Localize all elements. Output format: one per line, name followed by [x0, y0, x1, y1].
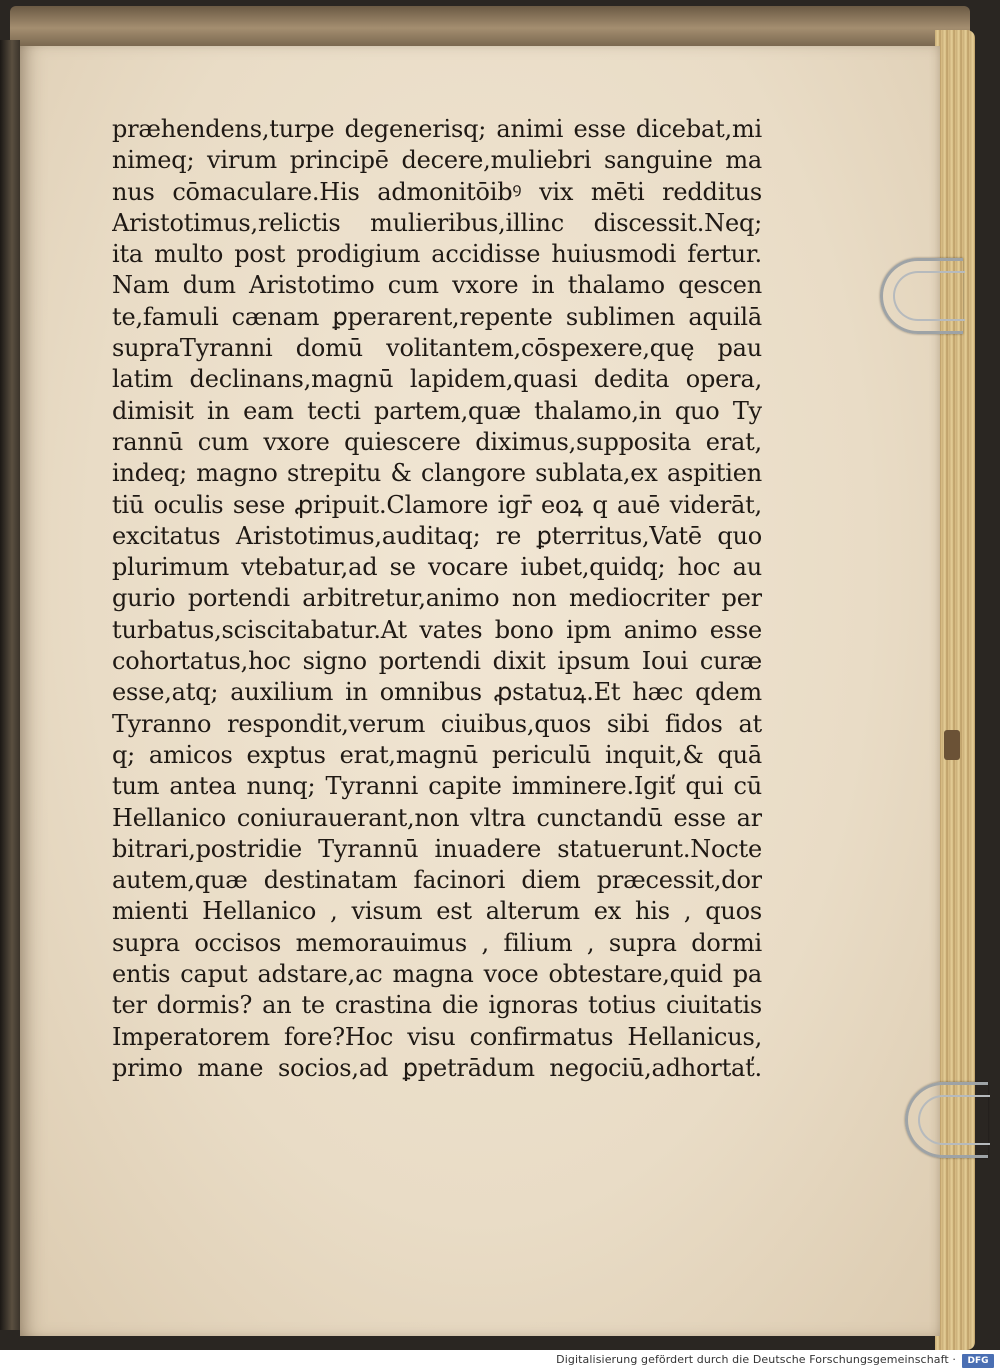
book-top-edge [10, 6, 970, 46]
text-line: entis caput adstare,ac magna voce obtestare,quid pa [112, 960, 762, 989]
text-line: excitatus Aristotimus,auditaq; re ꝑterritus,Vatē quo [112, 521, 762, 550]
page-text [112, 114, 762, 1084]
bookmark-tab [944, 730, 960, 760]
text-line: cohortatus,hoc signo portendi dixit ipsum Ioui curæ [112, 647, 762, 676]
text-line: nimeq; virum principē decere,muliebri sanguine ma [112, 146, 762, 175]
text-line: Aristotimus,relictis mulieribus,illinc discessit.Neq; [112, 208, 762, 237]
text-line: primo mane socios,ad ꝑpetrādum negociū,adhortať. [112, 1053, 762, 1082]
text-line: gurio portendi arbitretur,animo non mediocriter per [112, 584, 762, 613]
previous-page-edge [0, 40, 20, 1330]
text-line: mienti Hellanico , visum est alterum ex his , quos [112, 897, 762, 926]
dfg-logo-icon: DFG [962, 1354, 994, 1368]
text-line: Hellanico coniurauerant,non vltra cunctandū esse ar [112, 803, 762, 832]
paper-clip-icon [905, 1082, 988, 1158]
text-line: latim declinans,magnū lapidem,quasi dedita opera, [112, 365, 762, 394]
text-line: Tyranno respondit,verum ciuibus,quos sibi fidos at [112, 709, 762, 738]
text-line: q; amicos exptus erat,magnū periculū inquit,& quā [112, 740, 762, 769]
text-line: dimisit in eam tecti partem,quæ thalamo,in quo Ty [112, 396, 762, 425]
text-line: tiū oculis sese ꝓripuit.Clamore igr̄ eoꝝ q auē viderāt, [112, 490, 762, 519]
text-line: rannū cum vxore quiescere diximus,supposita erat, [112, 427, 762, 456]
text-line: bitrari,postridie Tyrannū inuadere statuerunt.Nocte [112, 834, 762, 863]
text-line: supraTyranni domū volitantem,cōspexere,quę pau [112, 334, 762, 363]
footer-bar [0, 1350, 1000, 1372]
text-line: præhendens,turpe degenerisq; animi esse dicebat,mi [112, 115, 762, 143]
text-line: tum antea nunq; Tyranni capite imminere.Igiť qui cū [112, 772, 762, 801]
text-line: supra occisos memorauimus , filium , supra dormi [112, 928, 762, 957]
text-line: indeq; magno strepitu & clangore sublata,ex aspitien [112, 459, 762, 488]
text-line: te,famuli cænam ꝑperarent,repente sublimen aquilā [112, 302, 762, 331]
paper-clip-icon [880, 258, 963, 334]
text-line: plurimum vtebatur,ad se vocare iubet,quidq; hoc au [112, 553, 762, 582]
text-line: autem,quæ destinatam facinori diem præcessit,dor [112, 866, 762, 895]
book-page [20, 46, 940, 1336]
text-line: ita multo post prodigium accidisse huiusmodi fertur. [112, 240, 762, 269]
text-line: nus cōmaculare.His admonitōibꝰ vix mēti redditus [112, 177, 762, 206]
text-line: Nam dum Aristotimo cum vxore in thalamo qescen [112, 271, 762, 300]
funding-credit: Digitalisierung gefördert durch die Deutsche Forschungsgemeinschaft · [556, 1353, 956, 1366]
text-line: esse,atq; auxilium in omnibus ꝓstatuꝝ.Et hæc qdem [112, 678, 762, 707]
text-line: turbatus,sciscitabatur.At vates bono ipm animo esse [112, 615, 762, 644]
text-line: Imperatorem fore?Hoc visu confirmatus Hellanicus, [112, 1022, 762, 1051]
text-line: ter dormis? an te crastina die ignoras totius ciuitatis [112, 991, 762, 1020]
